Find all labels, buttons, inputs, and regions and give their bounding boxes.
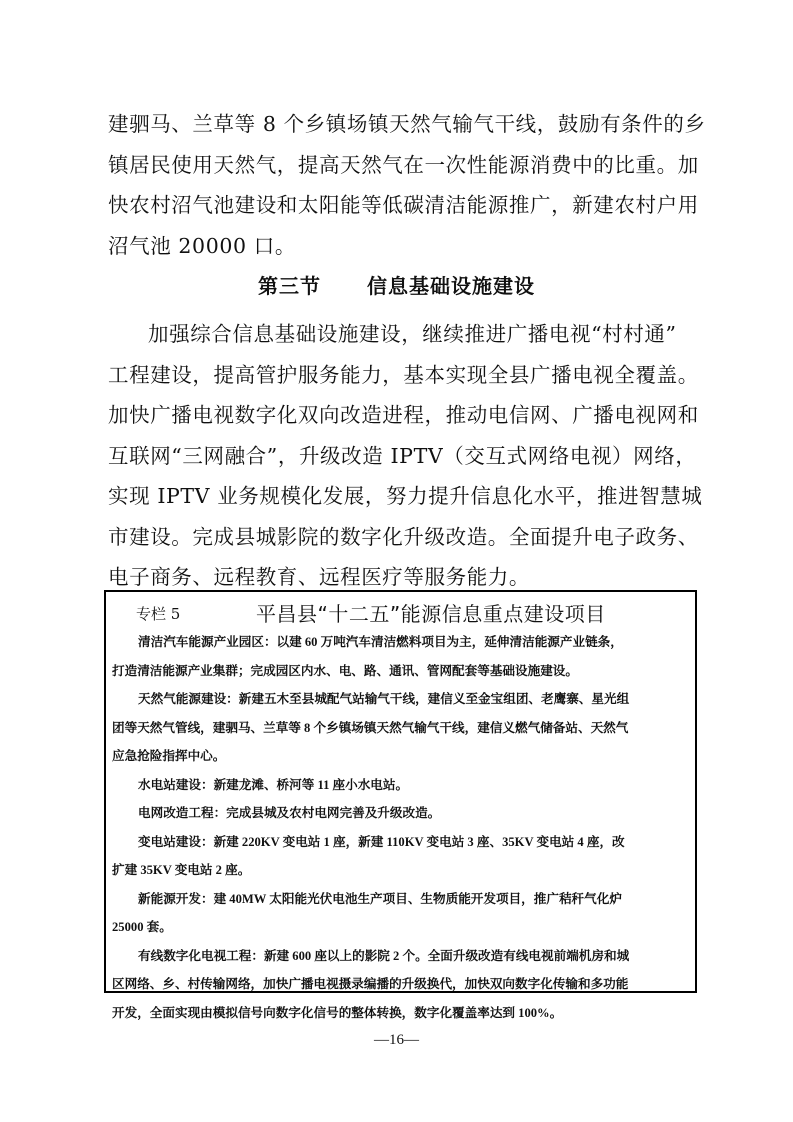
box-line: 区网络、乡、村传输网络，加快广播电视摄录编播的升级换代，加快双向数字化传输和多功能 <box>112 977 629 991</box>
box-line: 水电站建设：新建龙滩、桥河等 11 座小水电站。 <box>138 777 409 792</box>
section-title: 信息基础设施建设 <box>367 274 535 298</box>
box-line: 电网改造工程：完成县城及农村电网完善及升级改造。 <box>138 806 441 820</box>
box-line: 有线数字化电视工程：新建 600 座以上的影院 2 个。全面升级改造有线电视前端机房和城 <box>138 948 630 963</box>
box-line: 开发，全面实现由模拟信号向数字化信号的整体转换，数字化覆盖率达到 100%。 <box>112 1005 563 1020</box>
box-line: 天然气能源建设：新建五木至县城配气站输气干线，建信义至金宝组团、老鹰寨、星光组 <box>138 692 630 706</box>
text-line: 实现 IPTV 业务规模化发展，努力提升信息化水平，推进智慧城 <box>108 484 703 508</box>
text-line: 镇居民使用天然气，提高天然气在一次性能源消费中的比重。加 <box>108 152 699 177</box>
section-heading <box>0 270 793 299</box>
text-line: 加快广播电视数字化双向改造进程，推动电信网、广播电视网和 <box>108 403 699 427</box>
box-line: 清洁汽车能源产业园区：以建 60 万吨汽车清洁燃料项目为主，延伸清洁能源产业链条， <box>138 635 623 649</box>
text-line: 加强综合信息基础设施建设，继续推进广播电视“村村通” <box>148 322 677 346</box>
box-line: 团等天然气管线，建驷马、兰草等 8 个乡镇场镇天然气输气干线，建信义燃气储备站、天然气 <box>112 720 629 735</box>
text-line: 电子商务、远程教育、远程医疗等服务能力。 <box>108 565 530 589</box>
text-line: 沼气池 20000 口。 <box>108 233 296 258</box>
page-number: —16— <box>374 1032 419 1048</box>
feature-box <box>104 590 697 1020</box>
box-line: 变电站建设：新建 220KV 变电站 1 座，新建 110KV 变电站 3 座、35KV 变电站 4 座，改 <box>138 834 625 849</box>
text-line: 建驷马、兰草等 8 个乡镇场镇天然气输气干线，鼓励有条件的乡 <box>108 112 706 136</box>
box-title-row <box>106 598 695 626</box>
box-label: 专栏 5 <box>136 605 181 623</box>
box-line: 新能源开发：建 40MW 太阳能光伏电池生产项目、生物质能开发项目，推广秸秆气化炉 <box>138 891 622 906</box>
box-heading: 平昌县“十二五”能源信息重点建设项目 <box>256 602 606 626</box>
text-line: 工程建设，提高管护服务能力，基本实现全县广播电视全覆盖。 <box>108 362 699 387</box>
section-number: 第三节 <box>258 274 321 298</box>
box-line: 应急抢险指挥中心。 <box>112 749 226 763</box>
box-body <box>112 628 690 1027</box>
box-line: 打造清洁能源产业集群；完成园区内水、电、路、通讯、管网配套等基础设施建设。 <box>112 663 578 678</box>
text-line: 市建设。完成县城影院的数字化升级改造。全面提升电子政务、 <box>108 524 699 549</box>
text-line: 互联网“三网融合”，升级改造 IPTV（交互式网络电视）网络， <box>108 443 697 468</box>
paragraph-info-infrastructure <box>108 314 708 598</box>
text-line: 快农村沼气池建设和太阳能等低碳清洁能源推广，新建农村户用 <box>108 193 699 217</box>
paragraph-natural-gas <box>108 104 708 266</box>
box-line: 25000 套。 <box>112 920 172 934</box>
box-line: 扩建 35KV 变电站 2 座。 <box>112 863 251 877</box>
